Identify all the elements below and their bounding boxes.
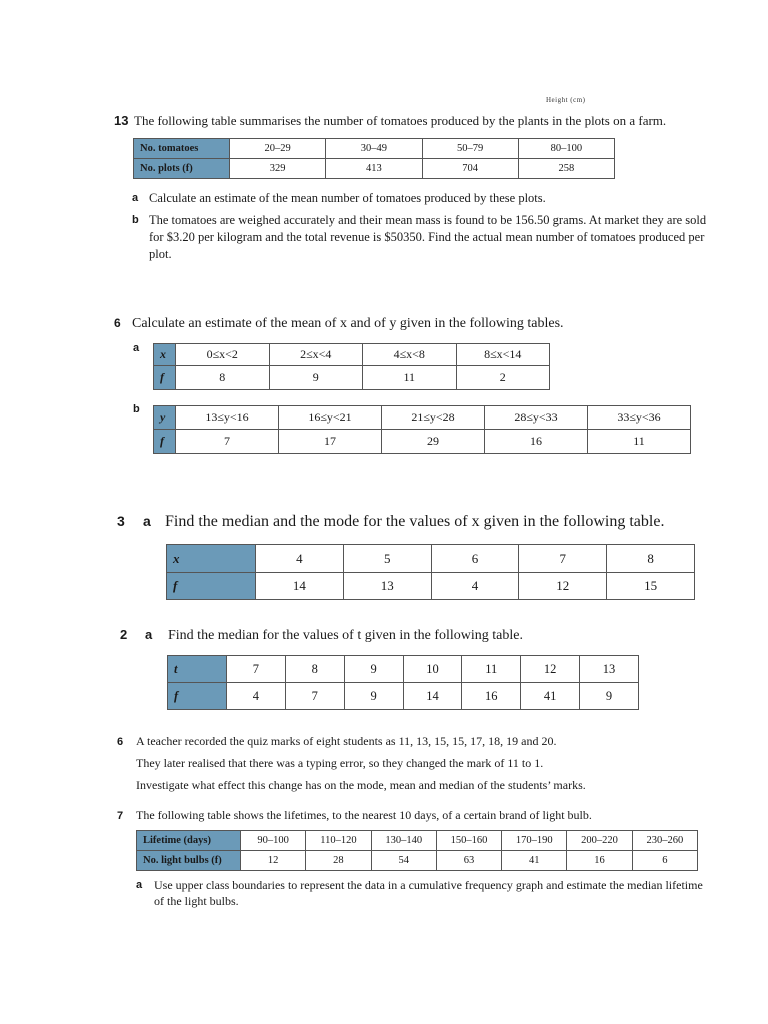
table-cell: 90–100 <box>241 831 306 851</box>
question-6-mean <box>114 316 564 332</box>
table-cell: 30–49 <box>326 139 422 159</box>
part-label: a <box>143 513 151 529</box>
table-cell: 28 <box>306 851 371 871</box>
table-cell: 7 <box>519 545 607 573</box>
question-7 <box>117 808 592 823</box>
question-13-part-a <box>132 190 712 207</box>
table-cell: 15 <box>607 573 695 600</box>
question-number: 3 <box>117 513 125 529</box>
table-cell: 7 <box>176 430 279 454</box>
table-cell: 16 <box>462 683 521 710</box>
question-2 <box>120 627 523 644</box>
question-text: Calculate an estimate of the mean of x and of y given in the following tables. <box>132 316 564 331</box>
part-text: The tomatoes are weighed accurately and their mean mass is found to be 156.50 grams. At market they are sold for $3.20 per kilogram and the total revenue is $50350. Find the actual mean number of tomatoes produced per plot. <box>149 213 707 261</box>
table-cell: 8 <box>285 656 344 683</box>
light-bulb-table <box>136 830 698 871</box>
table-cell: 9 <box>344 656 403 683</box>
question-number: 13 <box>114 113 129 128</box>
row-header: f <box>154 430 176 454</box>
table-cell: 12 <box>521 656 580 683</box>
t-values-table <box>167 655 639 710</box>
table-cell: 150–160 <box>436 831 501 851</box>
question-6-quiz-line2: They later realised that there was a typing error, so they changed the mark of 11 to 1. <box>136 756 544 770</box>
table-cell: 8≤x<14 <box>456 344 550 366</box>
table-cell: 10 <box>403 656 462 683</box>
table-cell: 13 <box>343 573 431 600</box>
table-cell: 8 <box>176 366 270 390</box>
table-cell: 110–120 <box>306 831 371 851</box>
table-cell: 20–29 <box>230 139 326 159</box>
table-cell: 329 <box>230 159 326 179</box>
table-cell: 9 <box>269 366 363 390</box>
x-frequency-table <box>153 343 550 390</box>
table-cell: 2≤x<4 <box>269 344 363 366</box>
question-6-quiz-line3: Investigate what effect this change has on the mode, mean and median of the students’ marks. <box>136 778 586 792</box>
question-7-part-a <box>136 877 706 909</box>
table-cell: 11 <box>363 366 457 390</box>
row-header: No. light bulbs (f) <box>137 851 241 871</box>
table-cell: 704 <box>422 159 518 179</box>
row-header: No. plots (f) <box>134 159 230 179</box>
part-label: a <box>132 192 139 204</box>
table-cell: 13 <box>580 656 639 683</box>
x-values-table <box>166 544 695 600</box>
table-cell: 6 <box>632 851 697 871</box>
table-cell: 16≤y<21 <box>279 406 382 430</box>
part-text: Use upper class boundaries to represent the data in a cumulative frequency graph and estimate the median lifetime of the light bulbs. <box>154 878 703 908</box>
table-cell: 16 <box>485 430 588 454</box>
table-cell: 258 <box>518 159 614 179</box>
row-header: x <box>154 344 176 366</box>
question-text: The following table summarises the number of tomatoes produced by the plants in the plots on a farm. <box>134 113 667 128</box>
question-text: A teacher recorded the quiz marks of eight students as 11, 13, 15, 15, 17, 18, 19 and 20. <box>136 734 557 748</box>
table-cell: 130–140 <box>371 831 436 851</box>
table-cell: 41 <box>521 683 580 710</box>
table-cell: 41 <box>502 851 567 871</box>
part-label: a <box>145 627 153 642</box>
table-cell: 28≤y<33 <box>485 406 588 430</box>
table-cell: 4 <box>227 683 286 710</box>
table-cell: 33≤y<36 <box>588 406 691 430</box>
row-header: x <box>167 545 256 573</box>
part-label: b <box>132 214 139 226</box>
table-cell: 11 <box>588 430 691 454</box>
question-3 <box>117 513 664 531</box>
cropped-header-text: Height (cm) <box>546 96 586 104</box>
table-cell: 4≤x<8 <box>363 344 457 366</box>
question-6-quiz <box>117 734 556 749</box>
row-header: f <box>154 366 176 390</box>
table-cell: 9 <box>344 683 403 710</box>
table-cell: 29 <box>382 430 485 454</box>
table-cell: 16 <box>567 851 632 871</box>
tomatoes-table <box>133 138 615 179</box>
table-cell: 4 <box>256 545 344 573</box>
table-cell: 8 <box>607 545 695 573</box>
table-cell: 413 <box>326 159 422 179</box>
row-header: t <box>168 656 227 683</box>
table-cell: 230–260 <box>632 831 697 851</box>
question-13 <box>114 113 666 129</box>
table-cell: 50–79 <box>422 139 518 159</box>
table-cell: 7 <box>227 656 286 683</box>
table-cell: 12 <box>241 851 306 871</box>
part-text: Calculate an estimate of the mean number of tomatoes produced by these plots. <box>149 191 546 205</box>
y-frequency-table <box>153 405 691 454</box>
part-label-a: a <box>133 342 140 354</box>
table-cell: 17 <box>279 430 382 454</box>
table-cell: 170–190 <box>502 831 567 851</box>
table-cell: 7 <box>285 683 344 710</box>
row-header: f <box>168 683 227 710</box>
part-label-b: b <box>133 403 140 415</box>
table-cell: 9 <box>580 683 639 710</box>
table-cell: 13≤y<16 <box>176 406 279 430</box>
table-cell: 2 <box>456 366 550 390</box>
table-cell: 4 <box>431 573 519 600</box>
table-cell: 14 <box>403 683 462 710</box>
question-number: 2 <box>120 627 128 642</box>
row-header: No. tomatoes <box>134 139 230 159</box>
part-label: a <box>136 879 143 891</box>
row-header: Lifetime (days) <box>137 831 241 851</box>
table-cell: 12 <box>519 573 607 600</box>
table-cell: 5 <box>343 545 431 573</box>
question-text: Find the median for the values of t given in the following table. <box>168 628 523 643</box>
question-13-part-b <box>132 212 718 263</box>
question-text: The following table shows the lifetimes, to the nearest 10 days, of a certain brand of light bulb. <box>136 808 592 822</box>
row-header: y <box>154 406 176 430</box>
table-cell: 200–220 <box>567 831 632 851</box>
table-cell: 54 <box>371 851 436 871</box>
row-header: f <box>167 573 256 600</box>
table-cell: 63 <box>436 851 501 871</box>
question-number: 6 <box>117 736 124 748</box>
table-cell: 14 <box>256 573 344 600</box>
table-cell: 6 <box>431 545 519 573</box>
table-cell: 11 <box>462 656 521 683</box>
question-text: Find the median and the mode for the values of x given in the following table. <box>165 513 665 530</box>
table-cell: 80–100 <box>518 139 614 159</box>
table-cell: 21≤y<28 <box>382 406 485 430</box>
table-cell: 0≤x<2 <box>176 344 270 366</box>
question-number: 6 <box>114 316 121 330</box>
question-number: 7 <box>117 810 124 822</box>
